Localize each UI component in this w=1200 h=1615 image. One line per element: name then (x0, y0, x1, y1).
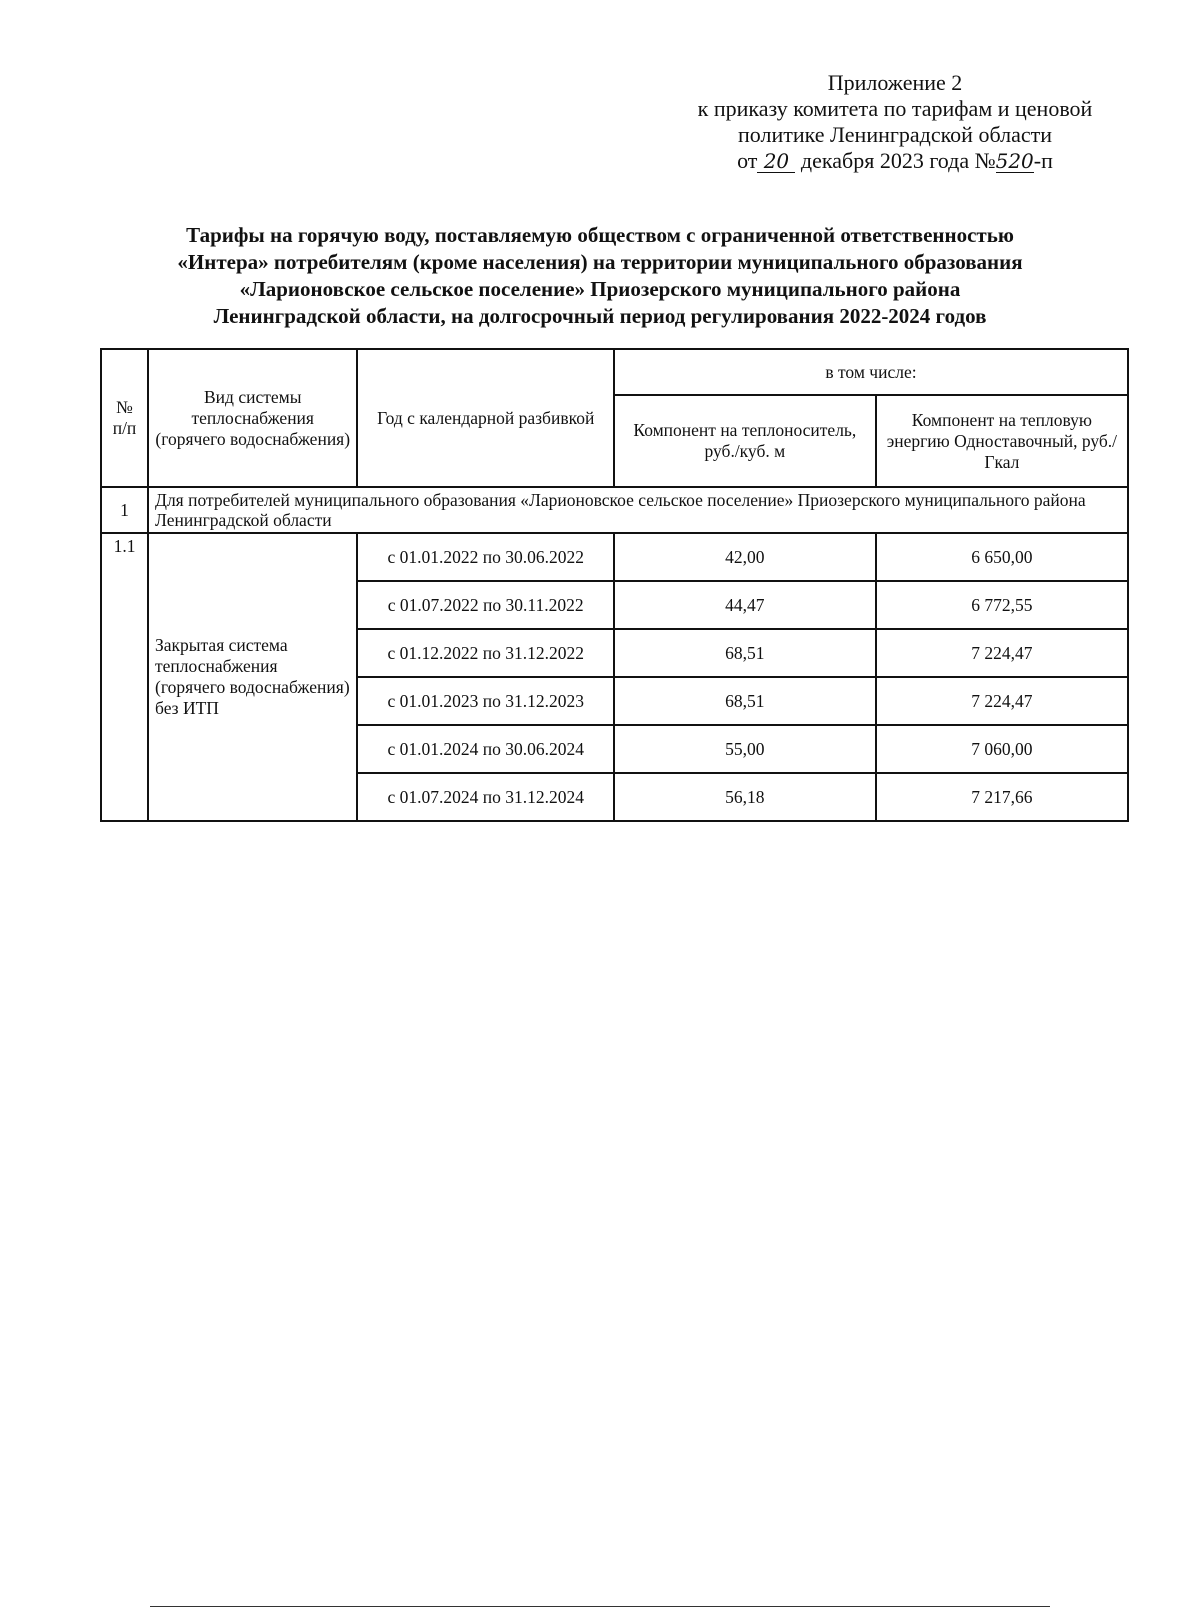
period-cell: с 01.07.2022 по 30.11.2022 (357, 581, 613, 629)
period-cell: с 01.01.2024 по 30.06.2024 (357, 725, 613, 773)
header-num: № п/п (101, 349, 148, 487)
date-middle: декабря 2023 года № (800, 148, 996, 173)
component2-cell: 7 217,66 (876, 773, 1128, 821)
title-line-3: «Ларионовское сельское поселение» Приозерского муниципального района (239, 277, 961, 301)
date-day: 20 (757, 150, 795, 173)
period-cell: с 01.01.2022 по 30.06.2022 (357, 533, 613, 581)
tariff-table (100, 348, 1129, 822)
page-bottom-rule (150, 1606, 1050, 1607)
period-cell: с 01.12.2022 по 31.12.2022 (357, 629, 613, 677)
component2-cell: 6 772,55 (876, 581, 1128, 629)
component2-cell: 7 060,00 (876, 725, 1128, 773)
component2-cell: 7 224,47 (876, 629, 1128, 677)
header-including: в том числе: (614, 349, 1128, 395)
header-year: Год с календарной разбивкой (357, 349, 613, 487)
document-title (100, 222, 1100, 330)
appendix-header (660, 70, 1130, 174)
table-row (101, 533, 1128, 581)
appendix-line-2: к приказу комитета по тарифам и ценовой (697, 96, 1093, 121)
component1-cell: 68,51 (614, 629, 876, 677)
appendix-date-line (660, 148, 1130, 174)
section-text: Для потребителей муниципального образования «Ларионовское сельское поселение» Приозерского муниципального района Ленинградской области (148, 487, 1128, 533)
period-cell: с 01.01.2023 по 31.12.2023 (357, 677, 613, 725)
section-row (101, 487, 1128, 533)
title-line-1: Тарифы на горячую воду, поставляемую обществом с ограниченной ответственностью (186, 223, 1014, 247)
period-cell: с 01.07.2024 по 31.12.2024 (357, 773, 613, 821)
component1-cell: 42,00 (614, 533, 876, 581)
component2-cell: 7 224,47 (876, 677, 1128, 725)
header-system: Вид системы теплоснабжения (горячего водоснабжения) (148, 349, 357, 487)
component1-cell: 55,00 (614, 725, 876, 773)
component1-cell: 68,51 (614, 677, 876, 725)
order-suffix: -п (1033, 148, 1053, 173)
section-num: 1 (101, 487, 148, 533)
header-row-1 (101, 349, 1128, 395)
component1-cell: 56,18 (614, 773, 876, 821)
appendix-line-3: политике Ленинградской области (737, 122, 1052, 147)
header-component1: Компонент на теплоноситель, руб./куб. м (614, 395, 876, 487)
title-line-4: Ленинградской области, на долгосрочный период регулирования 2022-2024 годов (213, 304, 987, 328)
group-system: Закрытая система теплоснабжения (горячего водоснабжения) без ИТП (148, 533, 357, 821)
group-num: 1.1 (101, 533, 148, 821)
order-number: 520 (995, 149, 1034, 173)
date-prefix: от (737, 148, 758, 173)
title-line-2: «Интера» потребителям (кроме населения) на территории муниципального образования (177, 250, 1023, 274)
header-component2: Компонент на тепловую энергию Одноставочный, руб./Гкал (876, 395, 1128, 487)
appendix-label: Приложение 2 (827, 70, 963, 95)
component1-cell: 44,47 (614, 581, 876, 629)
component2-cell: 6 650,00 (876, 533, 1128, 581)
